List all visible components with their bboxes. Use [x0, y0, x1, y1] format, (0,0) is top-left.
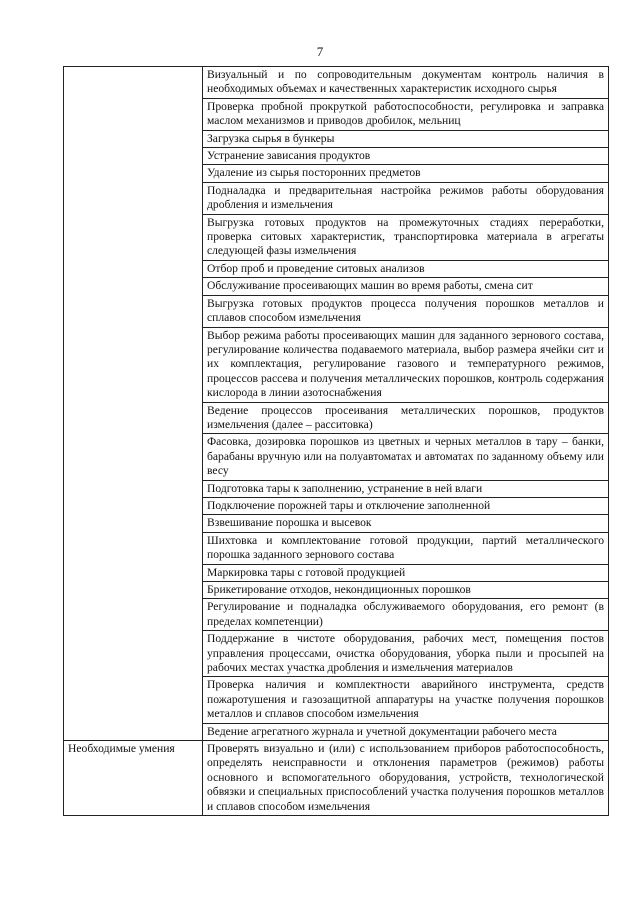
labour-action-text: Подготовка тары к заполнению, устранение в ней влаги: [203, 480, 609, 497]
labour-action-text: Визуальный и по сопроводительным документам контроль наличия в необходимых объемах и качественных характеристик исходного сырья: [203, 67, 609, 99]
table-row: [64, 741, 609, 816]
labour-action-text: Подналадка и предварительная настройка режимов работы оборудования дробления и измельчения: [203, 182, 609, 214]
labour-action-text: Проверка наличия и комплектности аварийного инструмента, средств пожаротушения и газозащитной аппаратуры на участке получения порошков металлов и сплавов способом измельчения: [203, 677, 609, 723]
labour-action-text: Устранение зависания продуктов: [203, 148, 609, 165]
labour-action-text: Шихтовка и комплектование готовой продукции, партий металлического порошка заданного зернового состава: [203, 532, 609, 564]
labour-action-text: Загрузка сырья в бункеры: [203, 130, 609, 147]
labour-action-text: Проверка пробной прокруткой работоспособности, регулировка и заправка маслом механизмов и приводов дробилок, мельниц: [203, 98, 609, 130]
labour-action-text: Ведение процессов просеивания металлических порошков, продуктов измельчения (далее – расситовка): [203, 402, 609, 434]
labour-action-text: Выгрузка готовых продуктов на промежуточных стадиях переработки, проверка ситовых характеристик, транспортировка материала в агрегаты следующей фазы измельчения: [203, 214, 609, 260]
labour-action-text: Взвешивание порошка и высевок: [203, 515, 609, 532]
labour-action-text: Выбор режима работы просеивающих машин для заданного зернового состава, регулирование количества подаваемого материала, выбор размера ячейки сит и их комплектация, регулирование газового и температурного режимов, процессов рассева и получения металлических порошков, контроль содержания кислорода в линии азотоснабжения: [203, 327, 609, 402]
labour-action-text: Фасовка, дозировка порошков из цветных и черных металлов в тару – банки, барабаны вручную или на полуавтоматах и автоматах по заданному объему или весу: [203, 434, 609, 480]
labour-action-text: Обслуживание просеивающих машин во время работы, смена сит: [203, 278, 609, 295]
labour-action-text: Удаление из сырья посторонних предметов: [203, 165, 609, 182]
labour-action-text: Выгрузка готовых продуктов процесса получения порошков металлов и сплавов способом измельчения: [203, 295, 609, 327]
requirements-table: [63, 66, 609, 816]
labour-action-text: Поддержание в чистоте оборудования, рабочих мест, помещения постов управления процессами, очистка оборудования, уборка пыли и просыпей на рабочих местах участка дробления и измельчения материалов: [203, 631, 609, 677]
table-row-labour-actions: [64, 67, 609, 99]
labour-action-text: Ведение агрегатного журнала и учетной документации рабочего места: [203, 723, 609, 740]
labour-actions-label-cell: [64, 67, 203, 741]
labour-action-text: Подключение порожней тары и отключение заполненной: [203, 497, 609, 514]
labour-action-text: Маркировка тары с готовой продукцией: [203, 564, 609, 581]
labour-action-text: Брикетирование отходов, некондиционных порошков: [203, 582, 609, 599]
labour-action-text: Регулирование и подналадка обслуживаемого оборудования, его ремонт (в пределах компетенции): [203, 599, 609, 631]
table-body: [64, 67, 609, 816]
labour-action-text: Отбор проб и проведение ситовых анализов: [203, 260, 609, 277]
skill-text: Проверять визуально и (или) с использованием приборов работоспособность, определять неисправности и отклонения параметров (режимов) работы основного и вспомогательного оборудования, устройств, технологической обвязки и специальных приспособлений участка получения порошков металлов и сплавов способом измельчения: [203, 741, 609, 816]
skills-label-cell: Необходимые умения: [64, 741, 203, 816]
page-number: 7: [316, 44, 324, 59]
